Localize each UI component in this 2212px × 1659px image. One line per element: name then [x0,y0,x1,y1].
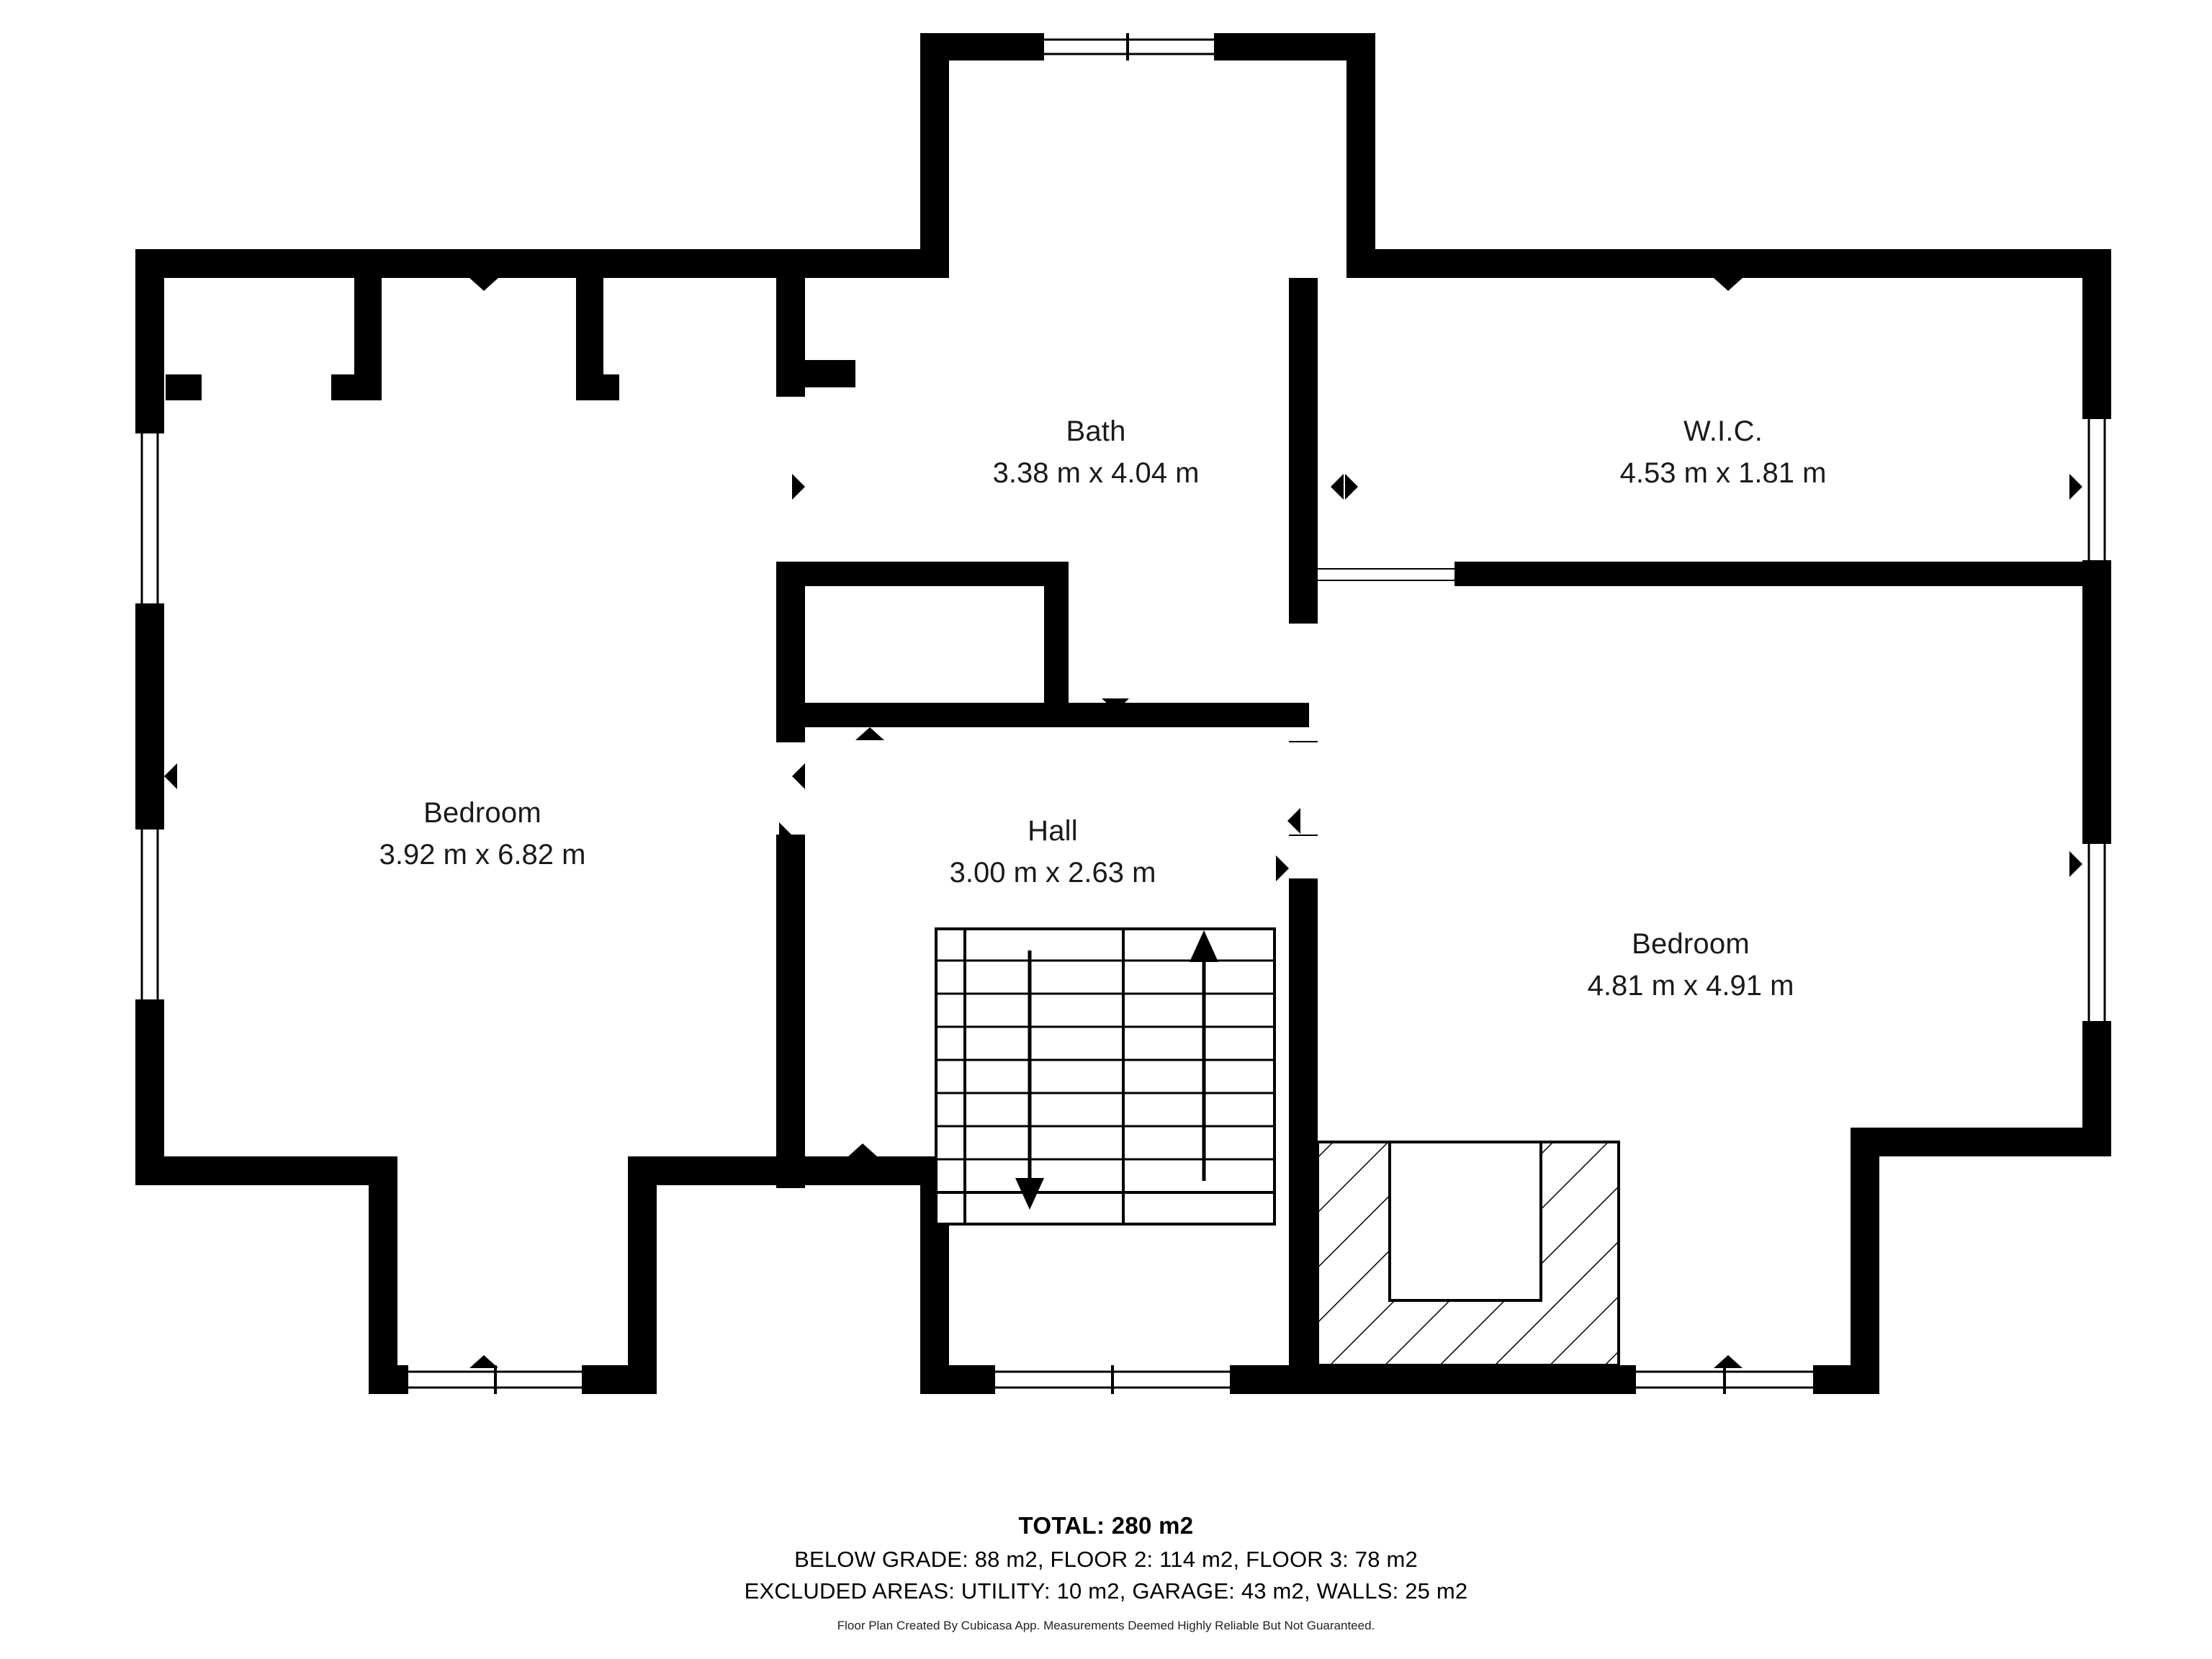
room-dimensions: 3.92 m x 6.82 m [379,839,586,871]
room-label-wic [1620,413,1827,491]
room-label-bedroom-right [1588,926,1794,1004]
area-breakdown-text: BELOW GRADE: 88 m2, FLOOR 2: 114 m2, FLOOR 3: 78 m2 [794,1547,1418,1572]
room-label-hall [950,813,1156,891]
room-dimensions: 3.38 m x 4.04 m [992,457,1200,489]
room-label-bath [993,413,1200,491]
hatched-fixture [1318,1142,1619,1365]
room-dimensions: 4.53 m x 1.81 m [1619,457,1827,489]
app-credit-text: Floor Plan Created By Cubicasa App. Measurements Deemed Highly Reliable But Not Guaranteed. [837,1619,1375,1632]
room-name: Bedroom [1632,928,1750,960]
room-dimensions: 3.00 m x 2.63 m [949,857,1156,889]
staircase [936,929,1287,1224]
room-name: Hall [1028,815,1078,847]
room-name: Bath [1066,415,1126,447]
excluded-areas-text: EXCLUDED AREAS: UTILITY: 10 m2, GARAGE: 43 m2, WALLS: 25 m2 [744,1578,1468,1604]
room-label-bedroom-left [379,795,586,873]
room-name: Bedroom [423,797,541,829]
room-name: W.I.C. [1683,415,1763,447]
room-dimensions: 4.81 m x 4.91 m [1587,970,1794,1002]
total-area-text: TOTAL: 280 m2 [1018,1512,1194,1539]
